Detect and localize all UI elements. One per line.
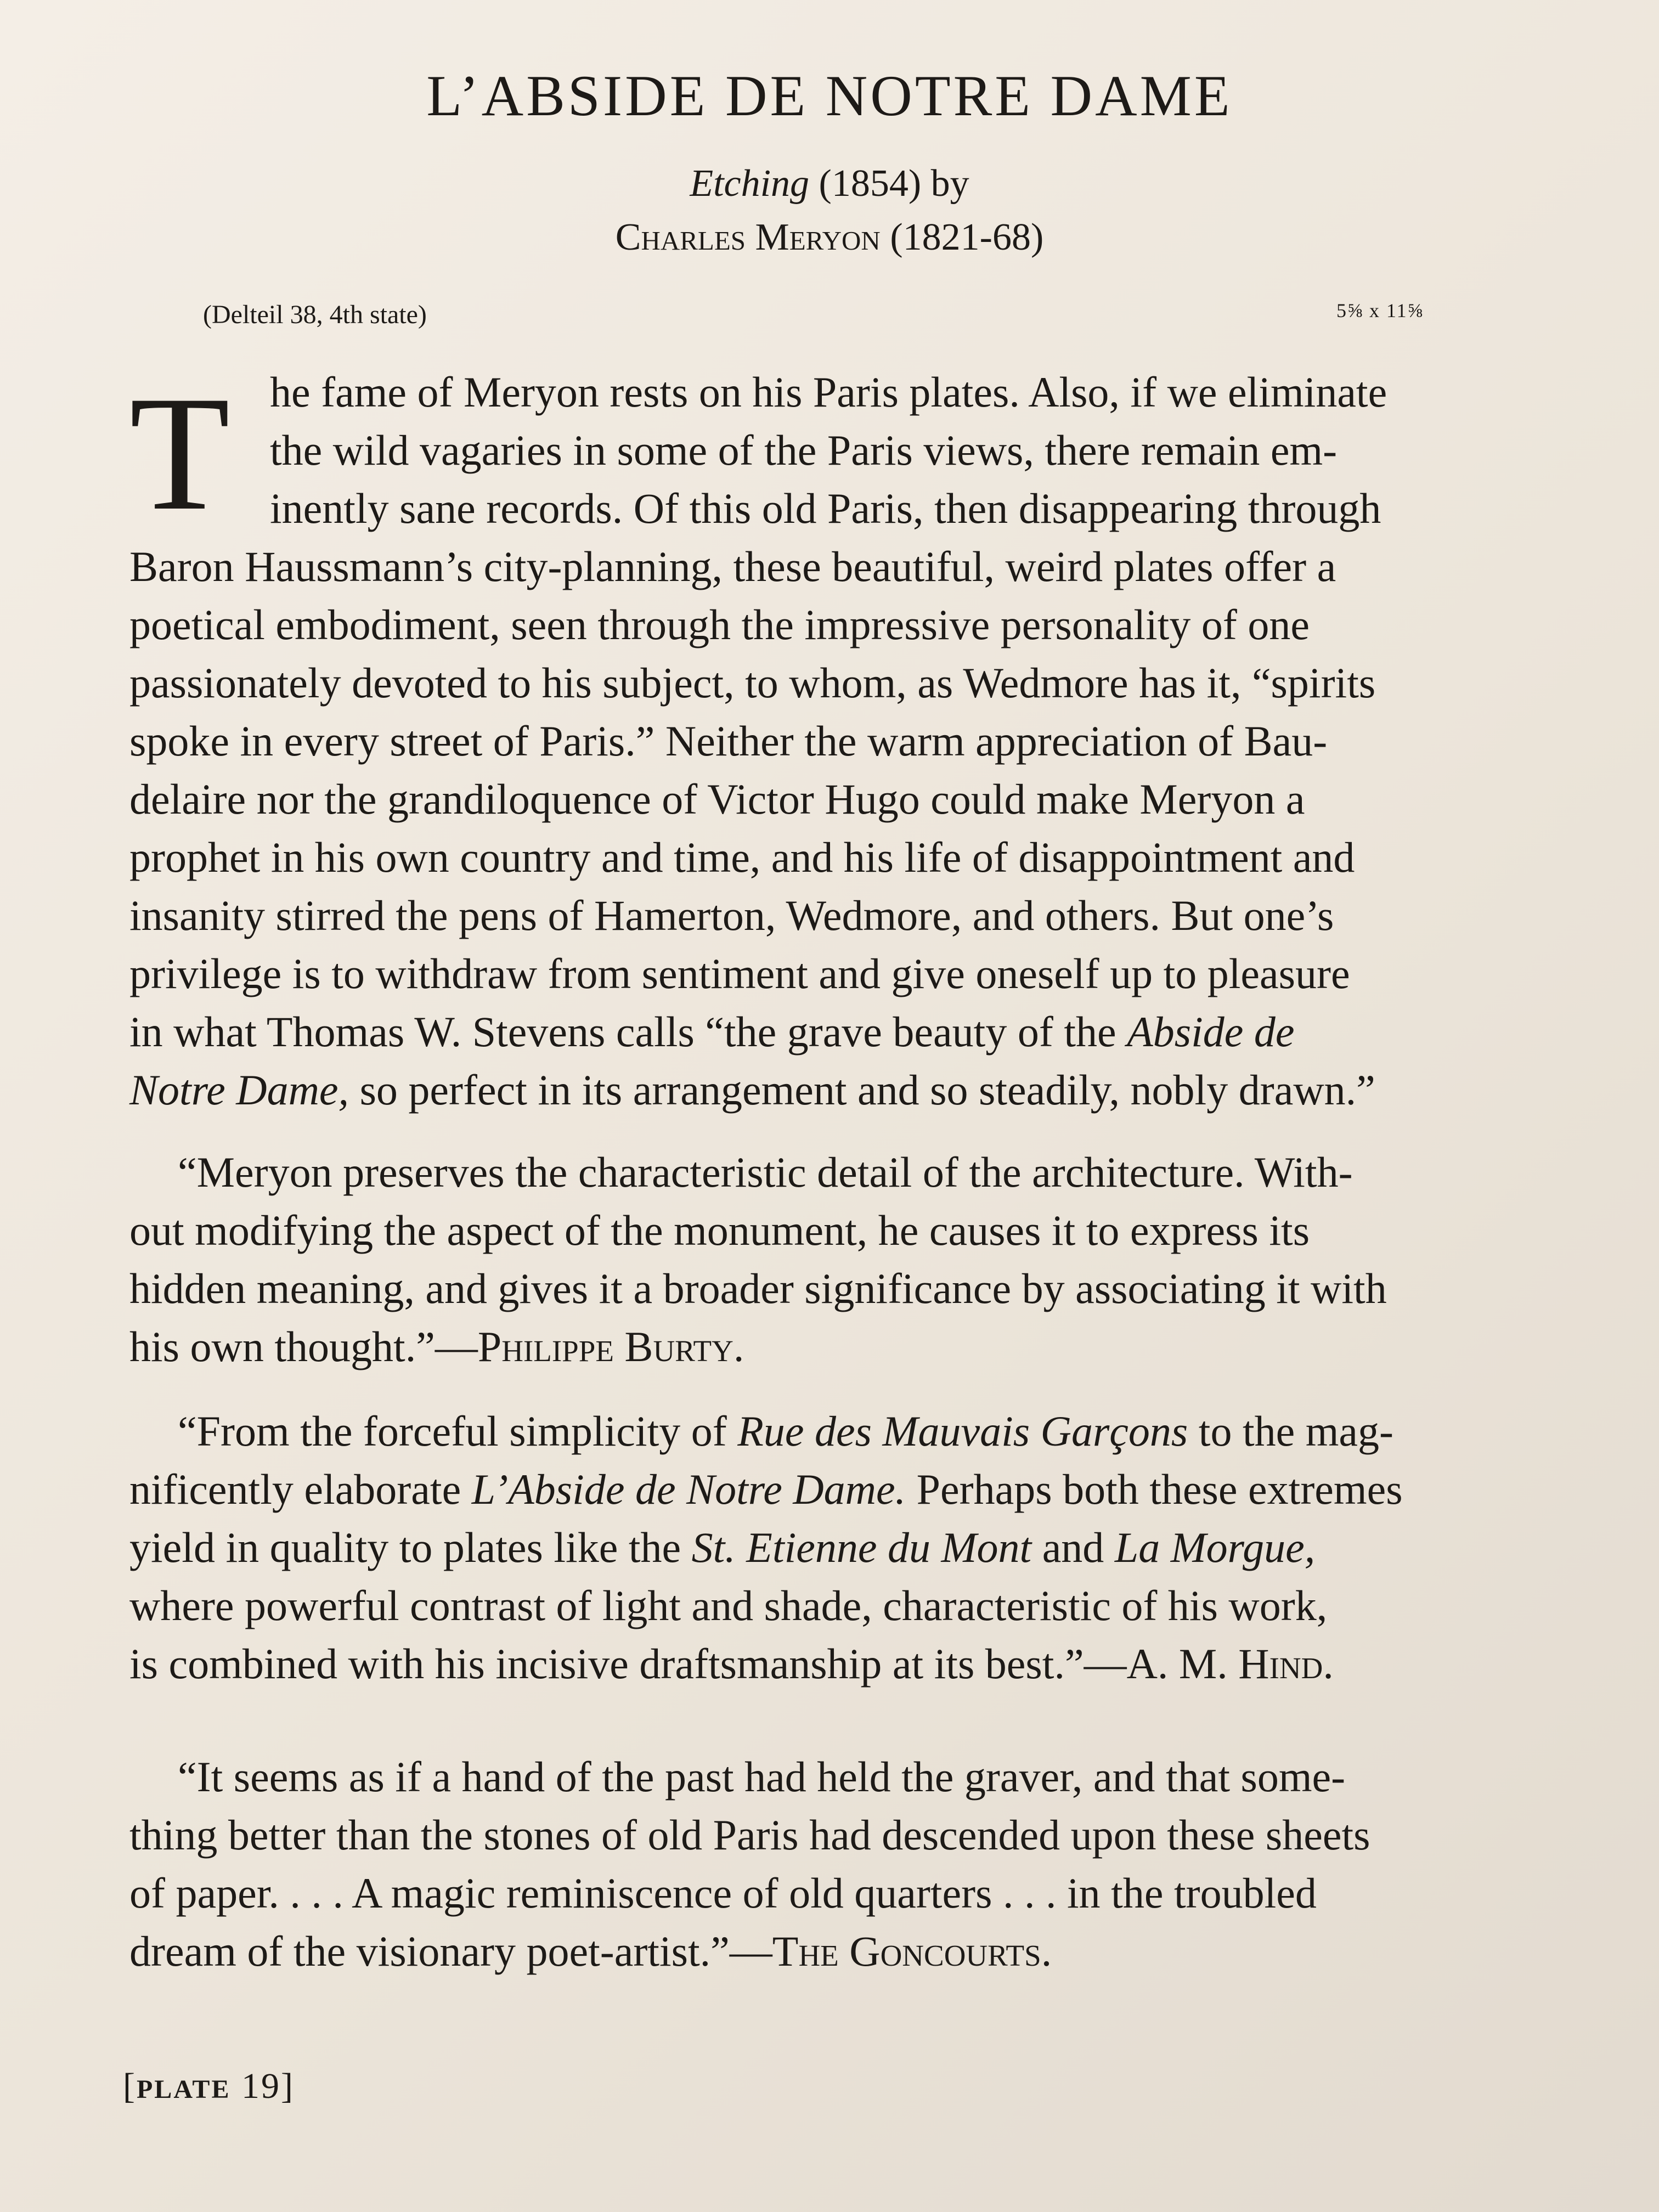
text-line — [178, 1407, 1394, 1455]
text-line — [129, 1325, 744, 1368]
text-run: his own thought.”— — [129, 1323, 478, 1370]
by-word: by — [930, 162, 969, 205]
text-line: the wild vagaries in some of the Paris views, there remain em- — [270, 426, 1338, 474]
text-run: and — [1031, 1523, 1115, 1571]
author-line: Charles Meryon (1821-68) — [615, 216, 1044, 258]
text-line: Baron Haussmann’s city-planning, these beautiful, weird plates offer a — [129, 543, 1336, 590]
text-run: yield in quality to plates like the — [129, 1523, 692, 1571]
text-line: of paper. . . . A magic reminiscence of old quarters . . . in the troubled — [129, 1869, 1317, 1917]
text-line: thing better than the stones of old Paris had descended upon these sheets — [129, 1811, 1370, 1859]
plate-label: PLATE — [136, 2075, 231, 2104]
text-line: “It seems as if a hand of the past had held the graver, and that some- — [178, 1753, 1346, 1801]
italic-title: St. Etienne du Mont — [691, 1523, 1032, 1571]
text-line — [129, 1927, 1052, 1975]
text-line — [129, 1640, 1334, 1688]
text-run: in what Thomas W. Stevens calls “the grave beauty of the — [129, 1008, 1127, 1056]
text-line: “Meryon preserves the characteristic detail of the architecture. With- — [178, 1148, 1353, 1196]
text-line — [129, 1066, 1375, 1114]
text-run: Perhaps both these extremes — [906, 1465, 1403, 1513]
year: (1854) — [819, 162, 922, 205]
attribution: Philippe Burty. — [477, 1323, 744, 1370]
text-line: poetical embodiment, seen through the impressive personality of one — [129, 601, 1310, 648]
text-run: is combined with his incisive draftsmanship at its best.”— — [129, 1640, 1127, 1688]
text-line: prophet in his own country and time, and his life of disappointment and — [129, 833, 1355, 881]
italic-title: Rue des Mauvais Garçons — [737, 1407, 1188, 1455]
text-line — [129, 1523, 1316, 1571]
medium: Etching — [690, 162, 810, 205]
italic-title: L’Abside de Notre Dame. — [471, 1465, 906, 1513]
bracket-open: [ — [123, 2066, 137, 2106]
plate-dimensions: 5⅝ x 11⅝ — [1336, 300, 1424, 321]
text-line: he fame of Meryon rests on his Paris plates. Also, if we eliminate — [270, 368, 1387, 416]
text-line — [129, 1465, 1403, 1513]
drop-cap: T — [129, 362, 230, 544]
text-line: hidden meaning, and gives it a broader significance by associating it with — [129, 1265, 1387, 1312]
italic-title: Abside de — [1127, 1008, 1295, 1056]
attribution: The Goncourts. — [772, 1927, 1052, 1975]
text-line: passionately devoted to his subject, to whom, as Wedmore has it, “spirits — [129, 659, 1376, 707]
text-run: “From the forceful simplicity of — [178, 1407, 738, 1455]
subtitle — [0, 162, 1659, 205]
text-line: inently sane records. Of this old Paris, then disappearing through — [270, 484, 1381, 532]
text-run: so perfect in its arrangement and so steadily, nobly drawn.” — [349, 1066, 1375, 1114]
text-line: out modifying the aspect of the monument, he causes it to express its — [129, 1206, 1310, 1254]
text-line: spoke in every street of Paris.” Neither the warm appreciation of Bau- — [129, 717, 1328, 765]
text-run: dream of the visionary poet-artist.”— — [129, 1927, 772, 1975]
bracket-close: ] — [280, 2066, 295, 2106]
text-run: nificently elaborate — [129, 1465, 472, 1513]
plate-number — [123, 2068, 295, 2104]
text-line — [129, 1008, 1295, 1056]
text-line: where powerful contrast of light and shade, characteristic of his work, — [129, 1582, 1328, 1629]
text-line: insanity stirred the pens of Hamerton, Wedmore, and others. But one’s — [129, 891, 1334, 939]
italic-title: La Morgue, — [1114, 1523, 1316, 1571]
catalog-reference: (Delteil 38, 4th state) — [203, 300, 427, 329]
text-run: to the mag- — [1188, 1407, 1394, 1455]
page-title: L’ABSIDE DE NOTRE DAME — [426, 64, 1233, 128]
text-line: delaire nor the grandiloquence of Victor Hugo could make Meryon a — [129, 775, 1305, 823]
plate-number-value: 19 — [241, 2066, 281, 2106]
italic-title: Notre Dame, — [129, 1066, 349, 1114]
text-line: privilege is to withdraw from sentiment and give oneself up to pleasure — [129, 950, 1350, 997]
attribution: A. M. Hind. — [1126, 1640, 1334, 1688]
